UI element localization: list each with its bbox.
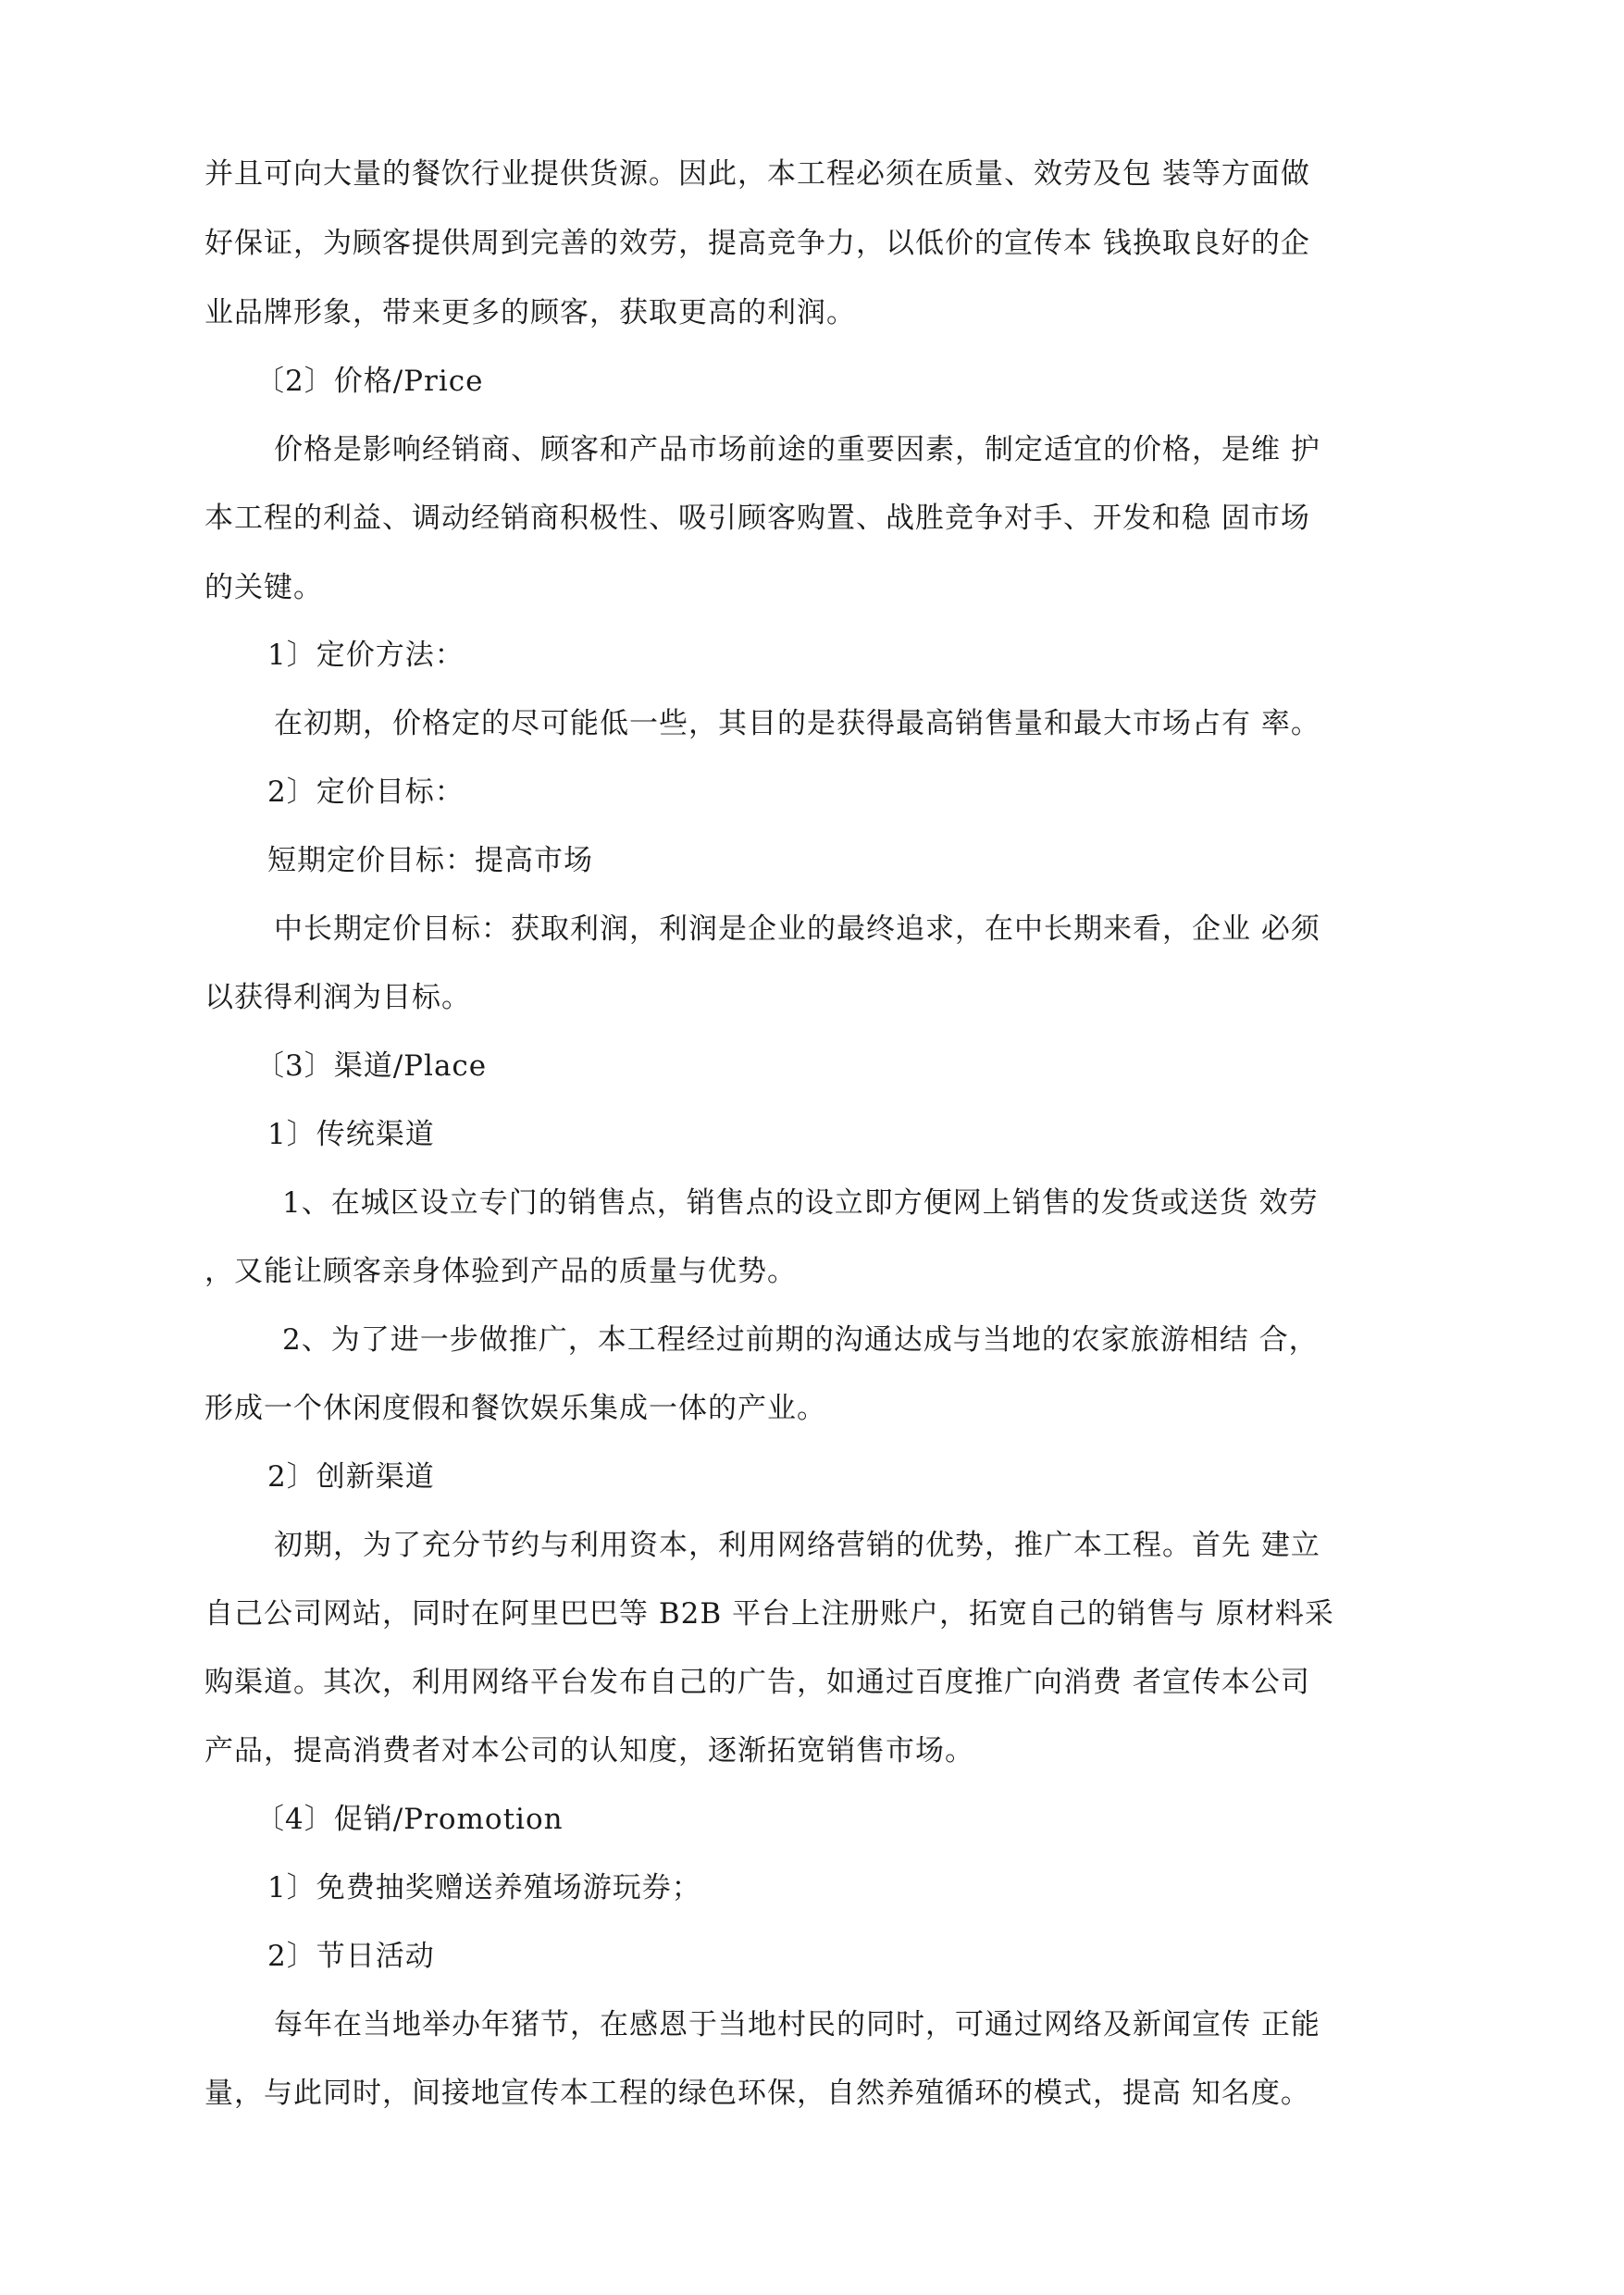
paragraph-line: 并且可向大量的餐饮行业提供货源。因此，本工程必须在质量、效劳及包 装等方面做 xyxy=(205,157,1310,191)
paragraph-line: 价格是影响经销商、顾客和产品市场前途的重要因素，制定适宜的价格，是维 护 xyxy=(274,433,1320,466)
paragraph-line: 购渠道。其次，利用网络平台发布自己的广告，如通过百度推广向消费 者宣传本公司 xyxy=(205,1666,1310,1699)
paragraph-line: 在初期，价格定的尽可能低一些，其目的是获得最高销售量和最大市场占有 率。 xyxy=(274,707,1320,740)
list-item-holiday-activities: 2〕节日活动 xyxy=(267,1940,435,1973)
section-heading-place: 〔3〕渠道/Place xyxy=(255,1049,488,1083)
paragraph-line: 本工程的利益、调动经销商积极性、吸引顾客购置、战胜竞争对手、开发和稳 固市场 xyxy=(205,502,1310,535)
paragraph-line: 好保证，为顾客提供周到完善的效劳，提高竞争力，以低价的宣传本 钱换取良好的企 xyxy=(205,227,1310,260)
subheading-innovative-channel: 2〕创新渠道 xyxy=(267,1460,435,1494)
paragraph-line: 每年在当地举办年猪节，在感恩于当地村民的同时，可通过网络及新闻宣传 正能 xyxy=(274,2008,1320,2041)
paragraph-line: 初期，为了充分节约与利用资本，利用网络营销的优势，推广本工程。首先 建立 xyxy=(274,1529,1320,1562)
subheading-traditional-channel: 1〕传统渠道 xyxy=(267,1118,435,1151)
paragraph-line: 短期定价目标：提高市场 xyxy=(267,844,593,877)
list-item-lottery: 1〕免费抽奖赠送养殖场游玩券； xyxy=(267,1871,701,1904)
paragraph-line: 1、在城区设立专门的销售点，销售点的设立即方便网上销售的发货或送货 效劳 xyxy=(282,1186,1319,1220)
paragraph-line: 中长期定价目标：获取利润，利润是企业的最终追求，在中长期来看，企业 必须 xyxy=(274,912,1320,946)
subheading-pricing-method: 1〕定价方法： xyxy=(267,639,465,672)
paragraph-line: 2、为了进一步做推广，本工程经过前期的沟通达成与当地的农家旅游相结 合， xyxy=(282,1323,1319,1357)
paragraph-line: 业品牌形象，带来更多的顾客，获取更高的利润。 xyxy=(205,296,856,329)
paragraph-line: ，又能让顾客亲身体验到产品的质量与优势。 xyxy=(205,1255,797,1288)
paragraph-line: 量，与此同时，间接地宣传本工程的绿色环保，自然养殖循环的模式，提高 知名度。 xyxy=(205,2077,1310,2110)
section-heading-price: 〔2〕价格/Price xyxy=(255,365,484,398)
paragraph-line: 自己公司网站，同时在阿里巴巴等 B2B 平台上注册账户，拓宽自己的销售与 原材料采 xyxy=(205,1597,1334,1631)
paragraph-line: 以获得利润为目标。 xyxy=(205,981,471,1014)
section-heading-promotion: 〔4〕促销/Promotion xyxy=(255,1803,564,1836)
paragraph-line: 形成一个休闲度假和餐饮娱乐集成一体的产业。 xyxy=(205,1392,826,1425)
paragraph-line: 产品，提高消费者对本公司的认知度，逐渐拓宽销售市场。 xyxy=(205,1734,974,1768)
subheading-pricing-goal: 2〕定价目标： xyxy=(267,775,465,809)
paragraph-line: 的关键。 xyxy=(205,571,323,604)
